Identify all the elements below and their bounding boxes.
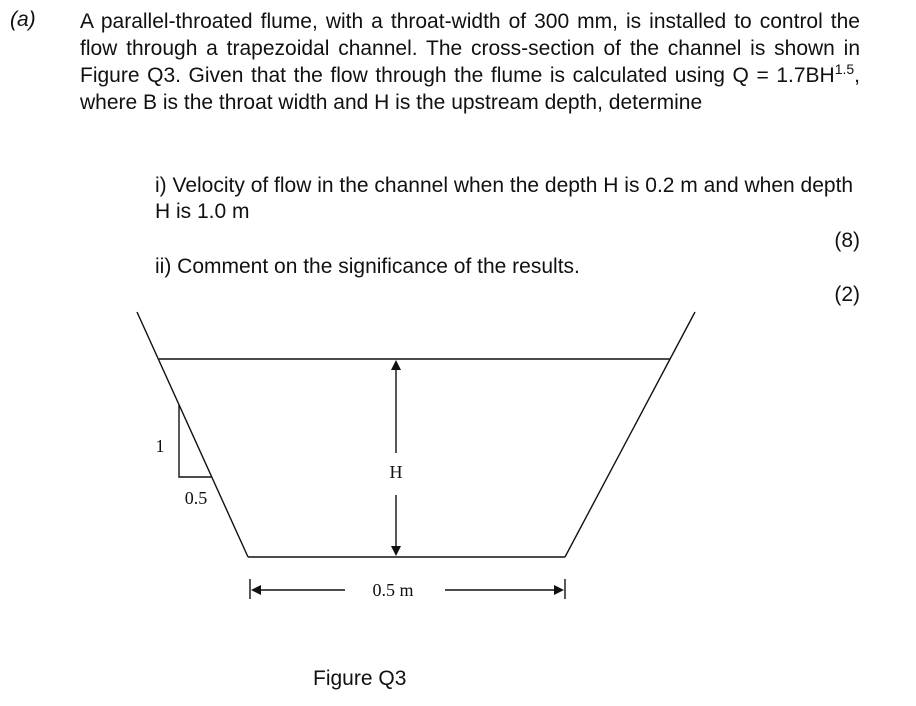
- question-paragraph: [80, 8, 860, 116]
- question-text-after-formula: , where B is the throat width and H is the upstream depth, determine: [80, 64, 860, 114]
- question-text-before-formula: A parallel-throated flume, with a throat-width of 300 mm, is installed to control the flow through a trapezoidal channel. The cross-section of the channel is shown in Figure Q3. Given that the flow through the flume is calculated using Q = 1.7BH: [80, 10, 860, 87]
- part-ii-marks: (2): [834, 283, 860, 306]
- channel-left-side: [137, 312, 248, 557]
- formula-exponent: 1.5: [834, 61, 855, 77]
- slope-vertical-label: 1: [155, 436, 165, 457]
- depth-label: H: [389, 462, 403, 483]
- part-i-text: i) Velocity of flow in the channel when the depth H is 0.2 m and when depth H is 1.0 m: [155, 174, 854, 223]
- part-i-marks: (8): [834, 229, 860, 252]
- question-label: (a): [10, 8, 36, 31]
- channel-right-side: [565, 312, 695, 557]
- channel-cross-section-diagram: [0, 300, 916, 660]
- figure-caption: Figure Q3: [313, 667, 407, 690]
- part-ii-text: ii) Comment on the significance of the results.: [155, 255, 580, 278]
- bottom-width-label: 0.5 m: [372, 580, 414, 601]
- slope-horizontal-label: 0.5: [184, 488, 208, 509]
